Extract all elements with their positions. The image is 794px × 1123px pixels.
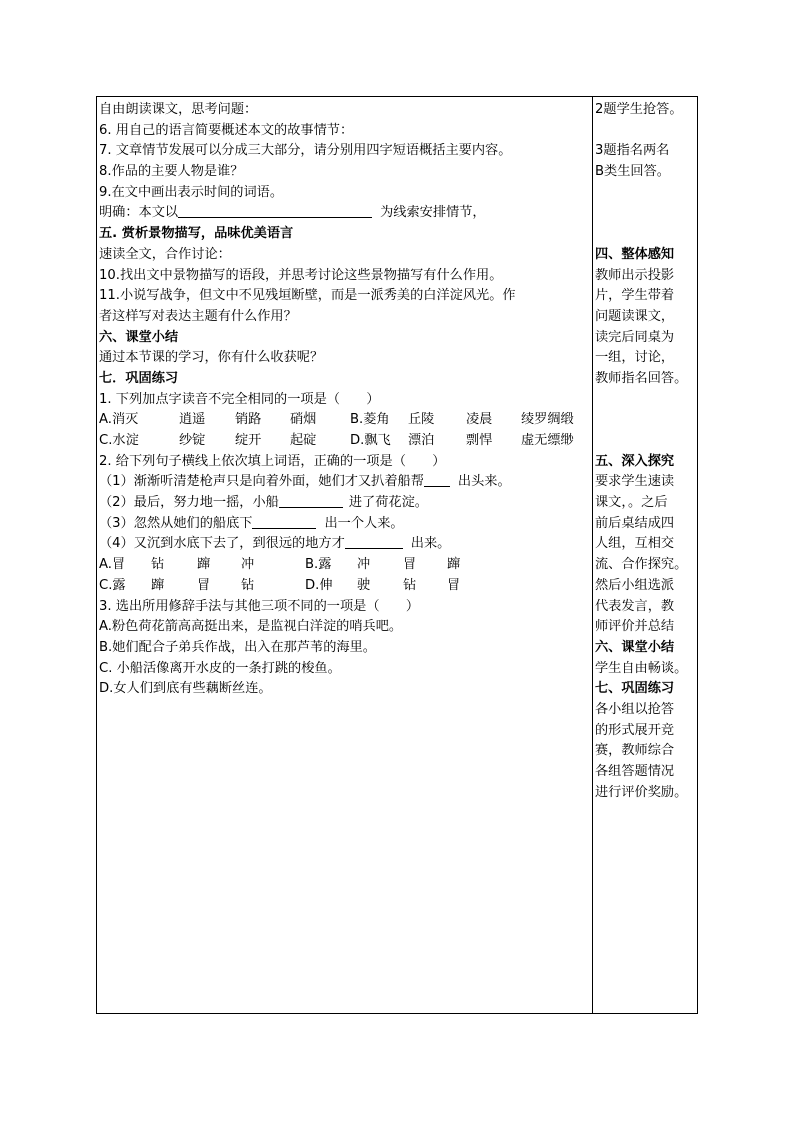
- text-line: 8.作品的主要人物是谁？: [99, 164, 244, 180]
- option-row: [99, 576, 593, 597]
- option-word: 冒: [447, 577, 461, 593]
- note-line: B类生回答。: [595, 164, 670, 180]
- option-row: [99, 555, 593, 576]
- option-row: [99, 431, 593, 452]
- note-heading: 五、深入探究: [595, 453, 675, 469]
- note-line: 教师指名回答。: [595, 370, 688, 386]
- fill-blank: [178, 203, 372, 218]
- fill-blank: [252, 514, 316, 529]
- note-line: 课文，。之后: [595, 495, 668, 511]
- text-line: 11.小说写战争，但文中不见残垣断壁，而是一派秀美的白洋淀风光。作: [99, 288, 516, 304]
- text-segment: （1）渐渐听清楚枪声只是向着外面，她们才又扒着船帮: [99, 474, 424, 490]
- lesson-plan-table: [96, 96, 698, 1014]
- note-line: 师评价并总结: [595, 619, 675, 635]
- sentence: [99, 493, 593, 514]
- option-word: 蹿: [151, 577, 165, 593]
- option-word: D.飘飞: [350, 433, 391, 448]
- note-heading: 七、巩固练习: [595, 681, 675, 697]
- text-line: 6. 用自己的语言简要概述本文的故事情节：: [99, 122, 354, 138]
- note-line: 3题指名两名: [595, 143, 670, 159]
- text-segment: 出来。: [410, 536, 451, 552]
- option-word: B.菱角: [350, 412, 390, 428]
- note-line: 要求学生速读: [595, 474, 675, 490]
- sentence: [99, 472, 593, 493]
- text-segment: 进了荷花淀。: [348, 495, 428, 511]
- sentence: [99, 514, 593, 535]
- option-word: 绫罗绸缎: [521, 412, 574, 428]
- option-word: 绽开: [235, 433, 262, 448]
- text-line: 通过本节课的学习，你有什么收获呢？: [99, 350, 324, 366]
- section-heading: 五. 赏析景物描写，品味优美语言: [99, 226, 294, 242]
- note-line: 进行评价奖励。: [595, 784, 688, 800]
- note-line: 学生自由畅谈。: [595, 660, 688, 676]
- text-line: 7. 文章情节发展可以分成三大部分，请分别用四字短语概括主要内容。: [99, 143, 512, 159]
- note-line: 代表发言，教: [595, 598, 675, 614]
- left-column: [99, 100, 593, 700]
- text-segment: 为线索安排情节，: [380, 205, 486, 221]
- option-word: 销路: [235, 412, 262, 428]
- text-line: 者这样写对表达主题有什么作用？: [99, 308, 297, 324]
- text-segment: （4）又沉到水底下去了，到很远的地方才: [99, 536, 345, 552]
- option-word: A.消灭: [99, 412, 139, 428]
- option-word: 剽悍: [466, 433, 493, 448]
- note-line: 前后桌结成四: [595, 515, 675, 531]
- text-segment: 出头来。: [457, 474, 511, 490]
- note-line: 赛，教师综合: [595, 743, 675, 759]
- right-column: [595, 100, 699, 803]
- fill-blank: [345, 534, 403, 549]
- section-heading: 六、课堂小结: [99, 329, 179, 345]
- note-line: 各小组以抢答: [595, 701, 675, 717]
- note-line: 读完后同桌为: [595, 329, 675, 345]
- option-word: 起碇: [290, 433, 317, 448]
- note-line: 2题学生抢答。: [595, 102, 683, 117]
- option-word: 硝烟: [290, 412, 317, 428]
- option-word: A.冒: [99, 557, 126, 573]
- option-word: 驶: [357, 577, 371, 593]
- option-word: B.露: [305, 557, 332, 573]
- text-line: 10.找出文中景物描写的语段，并思考讨论这些景物描写有什么作用。: [99, 267, 503, 283]
- sentence: [99, 534, 593, 555]
- note-line: 一组，讨论，: [595, 350, 675, 366]
- option-word: D.伸: [305, 577, 333, 593]
- option-word: 凌晨: [466, 412, 493, 428]
- fill-blank: [424, 472, 450, 487]
- note-heading: 四、整体感知: [595, 246, 675, 262]
- text-line: 自由朗读课文，思考问题：: [99, 102, 258, 117]
- text-segment: 出一个人来。: [324, 515, 404, 531]
- note-line: 片，学生带着: [595, 288, 675, 304]
- note-heading: 六、课堂小结: [595, 639, 675, 655]
- text-line: 速读全文，合作讨论：: [99, 246, 231, 262]
- note-line: 的形式展开竞: [595, 722, 675, 738]
- option-word: 漂泊: [408, 433, 435, 448]
- question: 2. 给下列句子横线上依次填上词语，正确的一项是（ ）: [99, 453, 446, 469]
- note-line: 流、合作探究。: [595, 557, 688, 573]
- note-line: 教师出示投影: [595, 267, 675, 283]
- note-line: 然后小组选派: [595, 577, 675, 593]
- note-line: 问题读课文，: [595, 308, 675, 324]
- option-word: 逍遥: [179, 412, 206, 428]
- text-line: 9.在文中画出表示时间的词语。: [99, 184, 284, 200]
- option-word: 蹿: [197, 557, 211, 573]
- option-word: 钻: [403, 577, 417, 593]
- option-word: C.水淀: [99, 433, 139, 448]
- option-line: A.粉色荷花箭高高挺出来，是监视白洋淀的哨兵吧。: [99, 619, 403, 635]
- option-line: B.她们配合子弟兵作战，出入在那芦苇的海里。: [99, 639, 376, 655]
- option-word: 丘陵: [408, 412, 435, 428]
- option-word: 蹿: [447, 557, 461, 573]
- text-segment: 明确：本文以: [99, 205, 179, 221]
- option-word: 冒: [403, 557, 417, 573]
- option-word: 纱锭: [179, 433, 206, 448]
- option-line: D.女人们到底有些藕断丝连。: [99, 681, 272, 697]
- note-line: 人组，互相交: [595, 536, 675, 552]
- question: 3. 选出所用修辞手法与其他三项不同的一项是（ ）: [99, 598, 420, 614]
- option-word: 虚无缥缈: [521, 433, 574, 448]
- option-word: 钻: [241, 577, 255, 593]
- text-segment: （3）忽然从她们的船底下: [99, 515, 253, 531]
- note-line: 各组答题情况: [595, 764, 675, 779]
- option-word: 冲: [357, 557, 371, 573]
- option-line: C. 小船活像离开水皮的一条打跳的梭鱼。: [99, 660, 341, 676]
- text-line: [99, 203, 593, 224]
- option-word: 冒: [197, 577, 211, 593]
- section-heading: 七．巩固练习: [99, 370, 179, 386]
- text-segment: （2）最后，努力地一摇，小船: [99, 495, 279, 511]
- option-word: 钻: [151, 557, 165, 573]
- fill-blank: [279, 493, 343, 508]
- option-word: 冲: [241, 557, 255, 573]
- option-row: [99, 410, 593, 431]
- option-word: C.露: [99, 577, 126, 593]
- question: 1. 下列加点字读音不完全相同的一项是（ ）: [99, 391, 380, 407]
